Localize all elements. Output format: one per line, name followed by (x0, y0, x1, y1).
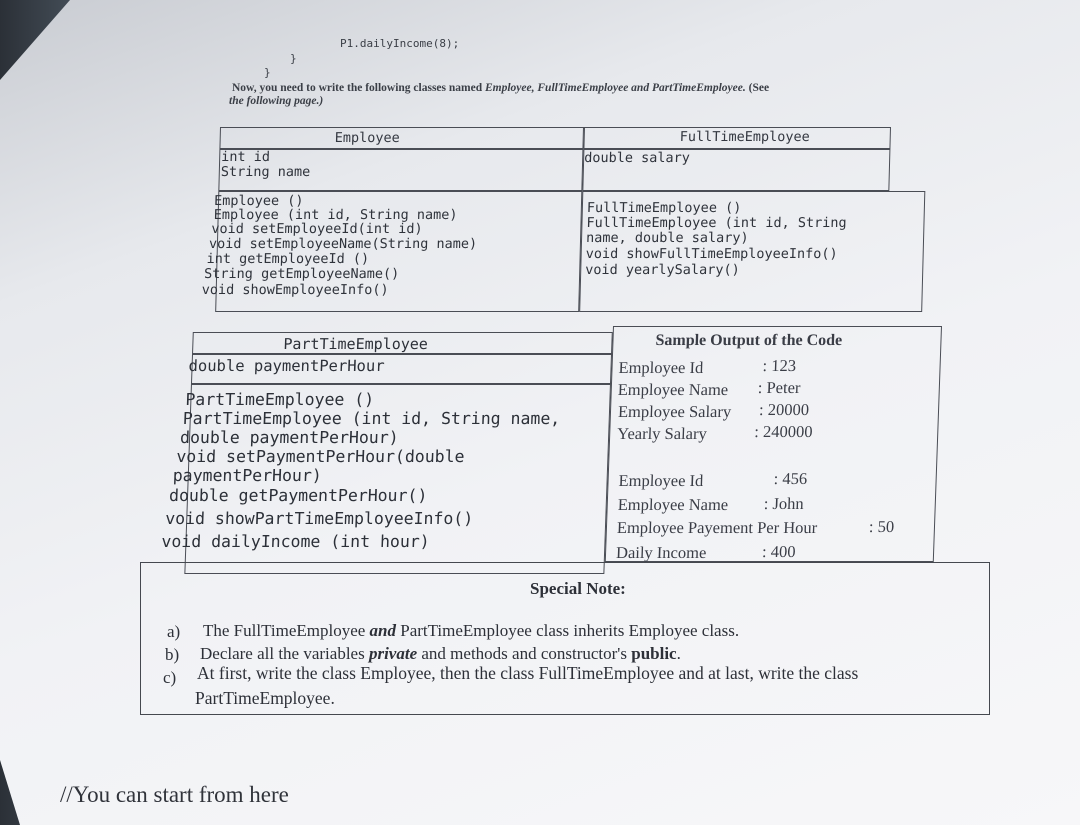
output-value: : John (763, 494, 805, 513)
output-label: Employee Name (617, 495, 729, 514)
output-label: Employee Id (618, 471, 704, 490)
fulltime-method: FullTimeEmployee (int id, String (586, 215, 847, 231)
note-text: PartTimeEmployee class inherits Employee class. (396, 621, 740, 640)
parttime-method: void dailyIncome (int hour) (161, 532, 431, 551)
note-text: Declare all the variables (200, 644, 369, 663)
employee-method: int getEmployeeId () (206, 251, 370, 267)
parttime-method: paymentPerHour) (172, 466, 323, 485)
code-line: P1.dailyIncome(8); (340, 37, 460, 50)
code-brace: } (264, 66, 271, 79)
parttime-output-table (149, 326, 942, 574)
output-value: : 20000 (758, 400, 810, 419)
note-strong: public (631, 644, 677, 663)
intro-paragraph (232, 82, 769, 95)
parttime-method: PartTimeEmployee (int id, String name, (182, 409, 561, 428)
intro-paragraph-line2: the following page.) (229, 95, 324, 107)
note-item-continued: PartTimeEmployee. (195, 688, 335, 708)
employee-method: void setEmployeeId(int id) (211, 221, 423, 237)
output-label: Employee Salary (617, 402, 732, 421)
note-marker: c) (163, 668, 177, 687)
fulltime-method: name, double salary) (585, 230, 749, 246)
parttime-class-title: PartTimeEmployee (283, 335, 429, 353)
employee-fulltime-table (195, 127, 927, 312)
start-comment: //You can start from here (60, 782, 289, 807)
parttime-method: void setPaymentPerHour(double (176, 447, 465, 466)
special-note-title: Special Note: (530, 579, 626, 598)
note-item (203, 621, 739, 641)
intro-class-names: Employee, FullTimeEmployee and PartTimeEmployee. (485, 82, 746, 94)
output-value: : 240000 (753, 422, 813, 441)
note-text: . (676, 644, 681, 663)
note-marker: b) (165, 645, 180, 664)
parttime-method: void showPartTimeEmployeeInfo() (164, 509, 474, 528)
employee-class-title: Employee (334, 130, 400, 146)
fulltime-method: void showFullTimeEmployeeInfo() (585, 246, 838, 262)
output-value: : 123 (762, 356, 797, 375)
output-value: : 50 (868, 517, 895, 536)
note-text: The FullTimeEmployee (203, 621, 370, 640)
parttime-method: PartTimeEmployee () (185, 390, 375, 409)
intro-text: (See (745, 82, 770, 94)
employee-field: int id (221, 149, 271, 165)
fulltime-method: FullTimeEmployee () (586, 200, 742, 216)
employee-header-cell (219, 127, 584, 149)
employee-method: void setEmployeeName(String name) (208, 236, 478, 252)
employee-method: Employee () (213, 193, 304, 209)
intro-text: Now, you need to write the following classes named (232, 82, 485, 94)
output-label: Daily Income (615, 543, 707, 562)
output-label: Employee Id (618, 358, 704, 377)
output-label: Employee Name (617, 380, 729, 399)
note-emphasis: and (369, 621, 396, 640)
note-text: and methods and constructor's (417, 644, 632, 663)
note-marker: a) (167, 622, 181, 641)
employee-method: String getEmployeeName() (203, 266, 400, 282)
output-label: Yearly Salary (616, 424, 708, 443)
fulltime-method: void yearlySalary() (585, 262, 740, 278)
output-label: Employee Payement Per Hour (616, 518, 818, 537)
note-item (200, 644, 681, 664)
fulltime-class-title: FullTimeEmployee (679, 129, 810, 145)
fulltime-field: double salary (583, 150, 691, 166)
employee-method: void showEmployeeInfo() (201, 282, 389, 298)
note-emphasis: private (368, 644, 418, 663)
note-item: At first, write the class Employee, then the class FullTimeEmployee and at last, write the class (197, 663, 859, 683)
employee-method: Employee (int id, String name) (213, 207, 458, 223)
employee-field: String name (220, 164, 311, 180)
parttime-method: double paymentPerHour) (179, 428, 399, 447)
output-value: : 456 (773, 469, 808, 488)
parttime-method: double getPaymentPerHour() (168, 486, 428, 505)
output-value: : 400 (761, 542, 796, 561)
code-brace: } (290, 52, 297, 65)
sample-output-title: Sample Output of the Code (655, 332, 843, 349)
output-value: : Peter (757, 378, 801, 397)
parttime-field: double paymentPerHour (188, 357, 385, 375)
